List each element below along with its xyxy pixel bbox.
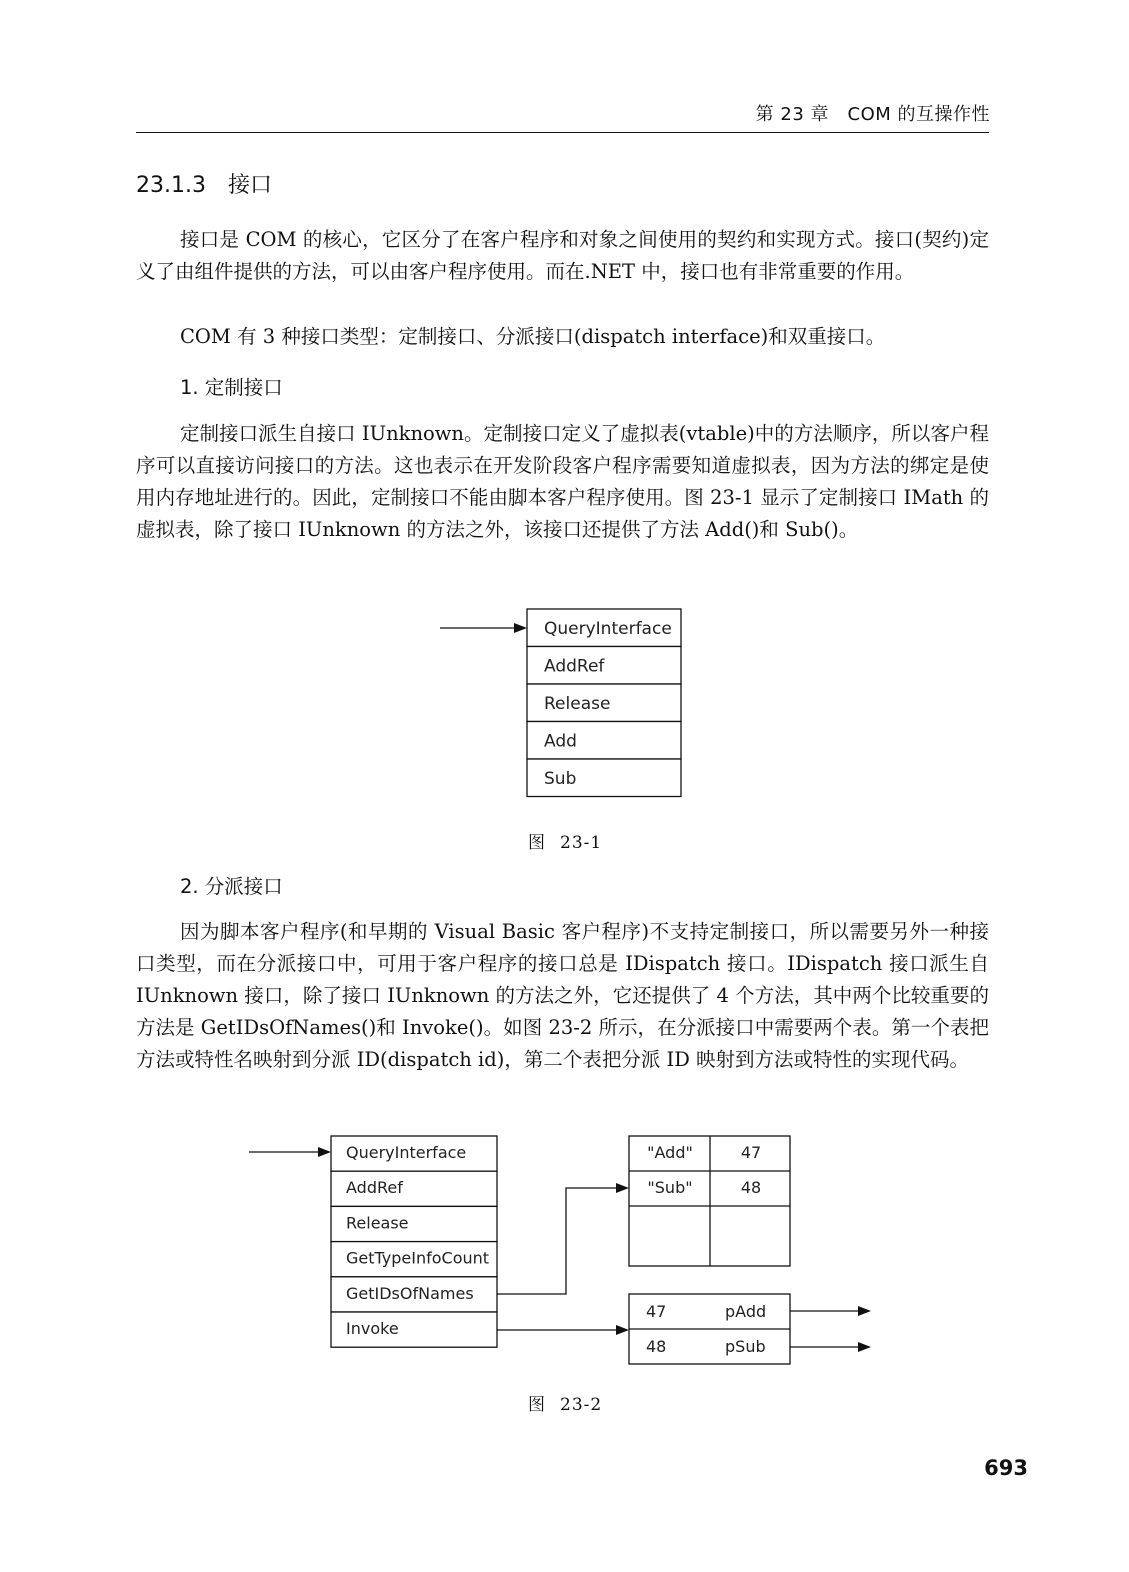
dispid-cell: 47: [646, 1302, 667, 1321]
caption-number: 23-2: [560, 1395, 603, 1415]
vtable-entry: Release: [544, 694, 611, 714]
entry-arrow-head: [318, 1147, 331, 1157]
dispid-cell: 48: [646, 1337, 667, 1356]
vtable-entry: Sub: [544, 769, 577, 789]
section-title-text: 接口: [227, 173, 272, 198]
connector-getidsofnames: [497, 1188, 618, 1294]
vtable-entry: AddRef: [346, 1178, 403, 1198]
vtable-entry: GetIDsOfNames: [346, 1283, 474, 1303]
running-head: 第 23 章 COM 的互操作性: [755, 104, 990, 125]
section-title: [136, 168, 272, 199]
paragraph-types: COM 有 3 种接口类型：定制接口、分派接口(dispatch interface)和双重接口。: [180, 325, 886, 348]
figure-caption-23-1: [528, 828, 602, 853]
paragraph-intro: 接口是 COM 的核心，它区分了在客户程序和对象之间使用的契约和实现方式。接口(契约)定义了由组件提供的方法，可以由客户程序使用。而在.NET 中，接口也有非常重要的作用。: [136, 228, 989, 283]
entry-arrow-head: [514, 623, 527, 633]
caption-number: 23-1: [560, 833, 603, 853]
dispatch-vtable: [331, 1136, 497, 1347]
paragraph-custom: 定制接口派生自接口 IUnknown。定制接口定义了虚拟表(vtable)中的方法顺序，所以客户程序可以直接访问接口的方法。这也表示在开发阶段客户程序需要知道虚拟表，因为方法的绑定是使用内存地址进行的。因此，定制接口不能由脚本客户程序使用。图 23-1 显示了定制接口 IMath 的虚拟表，除了接口 IUnknown 的方法之外，该接口还提供了方法 Add()和 Sub()。: [136, 422, 989, 541]
output-arrow-head: [858, 1342, 871, 1352]
vtable-entry: Add: [544, 731, 577, 752]
figure-caption-23-2: [528, 1390, 602, 1415]
id-cell: 48: [740, 1178, 762, 1197]
caption-prefix: 图: [528, 833, 546, 853]
figure-23-1: [430, 600, 700, 805]
connector-arrow-head: [616, 1325, 629, 1335]
paragraph-dispatch: 因为脚本客户程序(和早期的 Visual Basic 客户程序)不支持定制接口，所以需要另外一种接口类型，而在分派接口中，可用于客户程序的接口总是 IDispatch 接口。IDispatch 接口派生自 IUnknown 接口，除了接口 IUnknown 的方法之外，它还提供了 4 个方法，其中两个比较重要的方法是 GetIDsOfNames()和 Invoke()。如图 23-2 所示，在分派接口中需要两个表。第一个表把方法或特性名映射到分派 ID(dispatch id)，第二个表把分派 ID 映射到方法或特性的实现代码。: [136, 920, 989, 1071]
vtable-entry: QueryInterface: [346, 1143, 467, 1162]
page-number: 693: [984, 1456, 1028, 1480]
vtable-entry: QueryInterface: [544, 619, 672, 639]
output-arrow-head: [858, 1306, 871, 1316]
id-cell: 47: [740, 1143, 762, 1162]
subhead-dispatch: 2. 分派接口: [180, 875, 283, 898]
name-cell: "Sub": [647, 1178, 693, 1197]
figure-23-2: [240, 1125, 890, 1375]
caption-prefix: 图: [528, 1395, 546, 1415]
vtable-entry: Invoke: [346, 1319, 399, 1338]
header-rule: [136, 132, 989, 133]
pointer-cell: pAdd: [725, 1302, 767, 1321]
connector-arrow-head: [616, 1183, 629, 1193]
vtable-entry: GetTypeInfoCount: [346, 1248, 490, 1268]
section-number: 23.1.3: [136, 173, 206, 198]
pointer-cell: pSub: [725, 1337, 766, 1356]
subhead-custom: 1. 定制接口: [180, 376, 283, 399]
vtable-entry: AddRef: [544, 656, 605, 677]
name-cell: "Add": [647, 1143, 693, 1162]
vtable-entry: Release: [346, 1213, 409, 1233]
